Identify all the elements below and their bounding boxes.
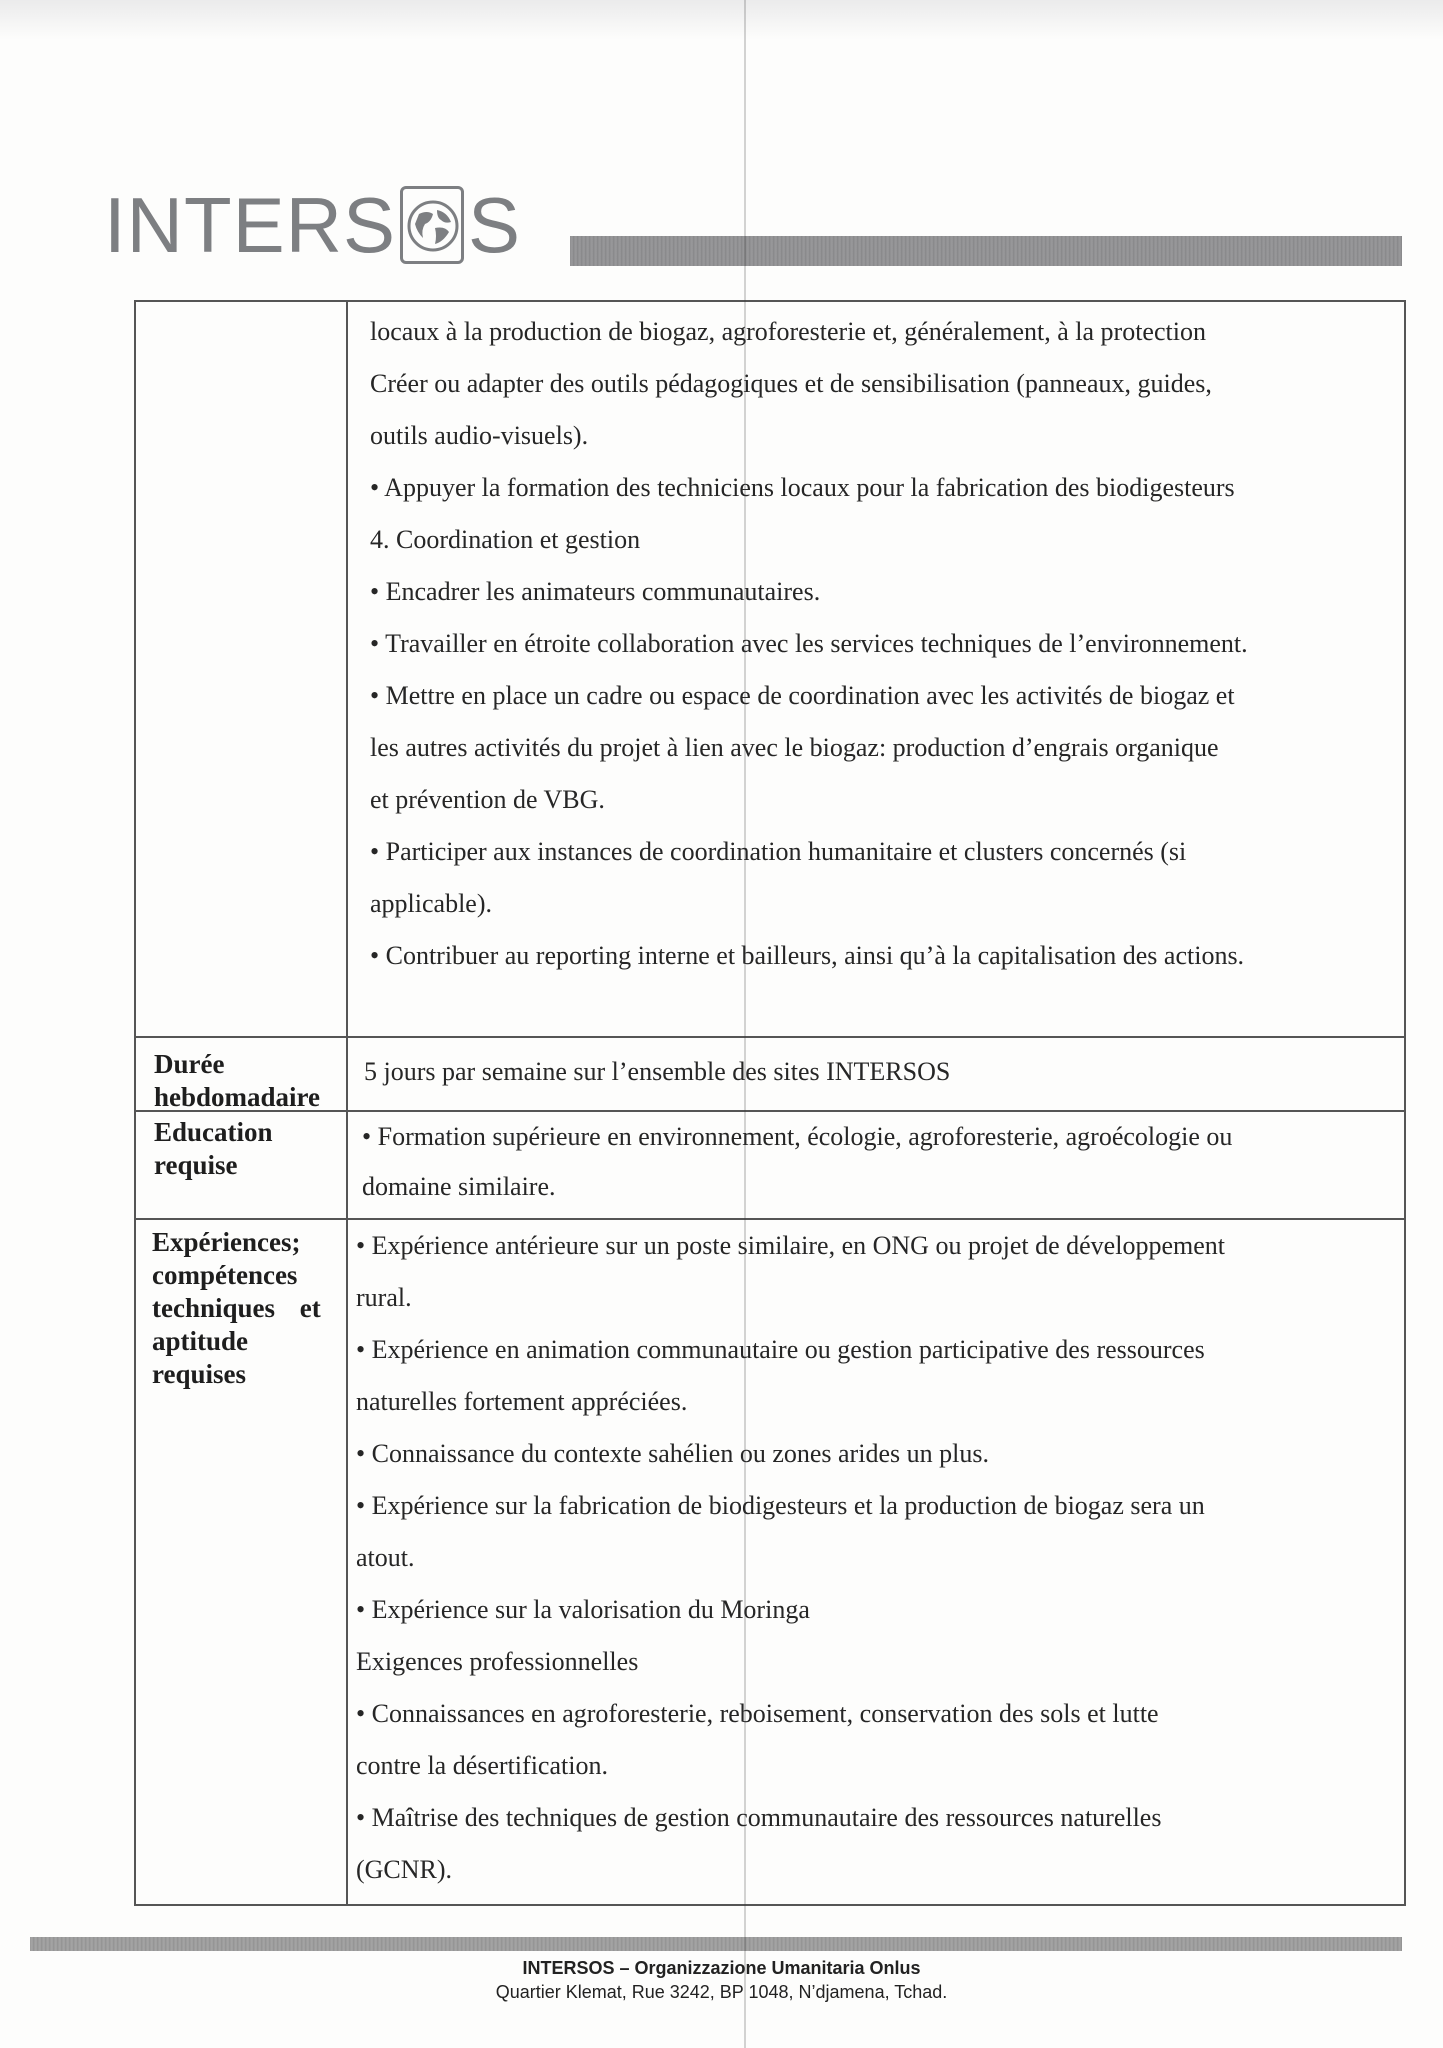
text-line: • Connaissances en agroforesterie, reboisement, conservation des sols et lutte (356, 1699, 1159, 1728)
text-line: et prévention de VBG. (370, 785, 605, 814)
label-line: techniques et (152, 1293, 321, 1323)
text-line: • Formation supérieure en environnement, écologie, agroforesterie, agroécologie ou (362, 1122, 1233, 1151)
text-line: locaux à la production de biogaz, agroforesterie et, généralement, à la protection (370, 317, 1206, 346)
text-line: domaine similaire. (362, 1172, 556, 1201)
row-experiences-content (356, 1220, 1392, 1896)
label-experiences-competences (152, 1226, 332, 1391)
text-line: naturelles fortement appréciées. (356, 1387, 688, 1416)
table-border-left (134, 300, 136, 1906)
row-divider-1 (134, 1036, 1406, 1038)
text-line: • Expérience antérieure sur un poste similaire, en ONG ou projet de développement (356, 1231, 1225, 1260)
text-line: (GCNR). (356, 1855, 453, 1884)
header-rule-bar (570, 236, 1402, 266)
footer-rule-bar (30, 1937, 1402, 1951)
row-duree-content (364, 1046, 1394, 1098)
footer-address: Quartier Klemat, Rue 3242, BP 1048, N’djamena, Tchad. (495, 1982, 948, 2002)
job-description-table (134, 300, 1406, 1906)
text-line: • Appuyer la formation des techniciens locaux pour la fabrication des biodigesteurs (370, 473, 1235, 502)
label-line: compétences (152, 1260, 298, 1290)
logo-text-left: INTERS (104, 180, 397, 269)
text-line: Créer ou adapter des outils pédagogiques et de sensibilisation (panneaux, guides, (370, 369, 1212, 398)
text-line: • Travailler en étroite collaboration avec les services techniques de l’environnement. (370, 629, 1248, 658)
text-line: les autres activités du projet à lien avec le biogaz: production d’engrais organique (370, 733, 1219, 762)
text-line: • Expérience sur la fabrication de biodigesteurs et la production de biogaz sera un (356, 1491, 1205, 1520)
text-line: applicable). (370, 889, 492, 918)
text-line: contre la désertification. (356, 1751, 608, 1780)
text-line: rural. (356, 1283, 412, 1312)
intersos-logo (104, 180, 521, 270)
text-line: outils audio-visuels). (370, 421, 589, 450)
text-line: 4. Coordination et gestion (370, 525, 641, 554)
text-line: • Contribuer au reporting interne et bailleurs, ainsi qu’à la capitalisation des actions. (370, 941, 1245, 970)
text-line: 5 jours par semaine sur l’ensemble des sites INTERSOS (364, 1057, 951, 1086)
logo-text-right: S (468, 180, 522, 269)
scan-fold-line (744, 0, 746, 2048)
globe-icon (400, 186, 464, 264)
label-line: hebdomadaire (154, 1082, 321, 1112)
text-line: • Participer aux instances de coordination humanitaire et clusters concernés (si (370, 837, 1187, 866)
label-line: requises (152, 1359, 247, 1389)
table-border-top (134, 300, 1406, 302)
table-column-divider (346, 300, 348, 1906)
table-border-bottom (134, 1904, 1406, 1906)
text-line: atout. (356, 1543, 415, 1572)
text-line: • Mettre en place un cadre ou espace de coordination avec les activités de biogaz et (370, 681, 1235, 710)
table-border-right (1404, 300, 1406, 1906)
label-line: aptitude (152, 1326, 249, 1356)
label-education-requise (154, 1116, 273, 1182)
scan-top-shadow (0, 0, 1443, 40)
row-education-content (362, 1112, 1392, 1212)
label-line: Expériences; (152, 1227, 301, 1257)
label-line: Durée (154, 1049, 225, 1079)
text-line: • Maîtrise des techniques de gestion communautaire des ressources naturelles (356, 1803, 1162, 1832)
text-line: • Connaissance du contexte sahélien ou zones arides un plus. (356, 1439, 989, 1468)
footer-organization: INTERSOS – Organizzazione Umanitaria Onlus (522, 1958, 921, 1978)
text-line: • Encadrer les animateurs communautaires. (370, 577, 821, 606)
text-line: Exigences professionnelles (356, 1647, 639, 1676)
label-duree-hebdomadaire (154, 1048, 320, 1114)
label-line: Education (154, 1117, 273, 1147)
row-activities-content (370, 306, 1390, 982)
text-line: • Expérience sur la valorisation du Moringa (356, 1595, 810, 1624)
text-line: • Expérience en animation communautaire ou gestion participative des ressources (356, 1335, 1205, 1364)
label-line: requise (154, 1150, 238, 1180)
